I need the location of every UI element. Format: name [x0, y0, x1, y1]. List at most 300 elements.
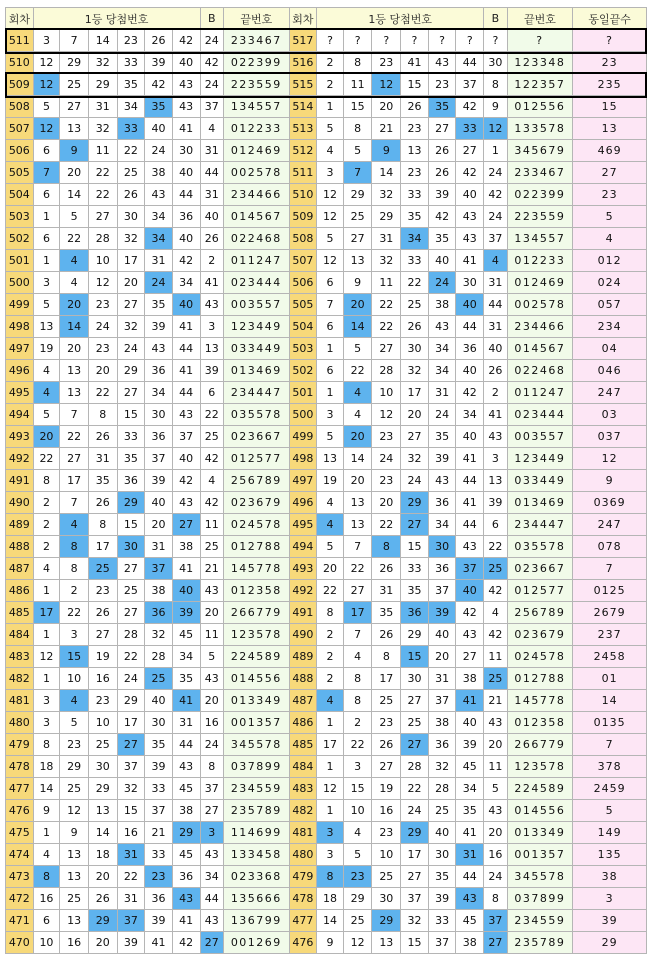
- bonus-left: 39: [200, 360, 224, 382]
- number-right: 2: [317, 646, 344, 668]
- number-right: 43: [428, 470, 456, 492]
- number-right: 42: [456, 382, 484, 404]
- number-right: 24: [372, 448, 401, 470]
- same-tail-digits: 15: [573, 96, 647, 118]
- table-row: [6, 536, 647, 558]
- same-tail-digits: 04: [573, 338, 647, 360]
- number-right: 28: [428, 778, 456, 800]
- same-tail-digits: 135: [573, 844, 647, 866]
- number-left: 6: [33, 910, 60, 932]
- bonus-left: 44: [200, 162, 224, 184]
- round-right: 483: [289, 778, 317, 800]
- number-right: 5: [317, 228, 344, 250]
- tail-digits-left: 134557: [224, 96, 290, 118]
- number-left: 4: [60, 514, 89, 536]
- number-right: 22: [343, 734, 372, 756]
- table-row: [6, 294, 647, 316]
- table-row: [6, 338, 647, 360]
- number-right: 35: [428, 96, 456, 118]
- number-right: 1: [317, 800, 344, 822]
- number-right: 25: [401, 294, 429, 316]
- round-left: 510: [6, 52, 34, 74]
- number-right: 31: [372, 228, 401, 250]
- same-tail-digits: 247: [573, 514, 647, 536]
- number-right: 40: [456, 294, 484, 316]
- tail-digits-left: 001269: [224, 932, 290, 954]
- round-left: 494: [6, 404, 34, 426]
- number-right: 13: [343, 492, 372, 514]
- tail-digits-left: 233467: [224, 30, 290, 52]
- round-right: 503: [289, 338, 317, 360]
- round-right: 491: [289, 602, 317, 624]
- number-right: 30: [401, 668, 429, 690]
- number-right: 20: [428, 646, 456, 668]
- number-right: 39: [456, 734, 484, 756]
- tail-digits-left: 022399: [224, 52, 290, 74]
- number-right: 32: [401, 360, 429, 382]
- number-right: 43: [456, 228, 484, 250]
- bonus-right: 4: [484, 250, 508, 272]
- tail-digits-right: 003557: [507, 426, 573, 448]
- number-right: 44: [456, 866, 484, 888]
- number-left: 32: [88, 118, 117, 140]
- bonus-left: 13: [200, 338, 224, 360]
- round-right: 492: [289, 580, 317, 602]
- number-right: 25: [372, 690, 401, 712]
- same-tail-digits: 5: [573, 206, 647, 228]
- number-right: 43: [456, 888, 484, 910]
- tail-digits-left: 022468: [224, 228, 290, 250]
- bonus-left: 20: [200, 602, 224, 624]
- tail-digits-right: 014567: [507, 338, 573, 360]
- number-left: 3: [33, 690, 60, 712]
- number-right: 44: [456, 316, 484, 338]
- number-right: 41: [456, 492, 484, 514]
- number-right: 32: [372, 184, 401, 206]
- bonus-left: 8: [200, 756, 224, 778]
- same-tail-digits: 149: [573, 822, 647, 844]
- number-left: 36: [145, 360, 173, 382]
- same-tail-digits: 0125: [573, 580, 647, 602]
- tail-digits-left: 013469: [224, 360, 290, 382]
- tail-digits-left: 123578: [224, 624, 290, 646]
- round-left: 500: [6, 272, 34, 294]
- number-left: 33: [117, 118, 145, 140]
- round-left: 485: [6, 602, 34, 624]
- number-left: 29: [60, 52, 89, 74]
- number-left: 33: [145, 778, 173, 800]
- tail-digits-right: 133578: [507, 118, 573, 140]
- number-left: 22: [117, 866, 145, 888]
- number-left: 29: [88, 74, 117, 96]
- round-right: 501: [289, 382, 317, 404]
- bonus-right: 13: [484, 470, 508, 492]
- number-left: 14: [60, 184, 89, 206]
- number-left: 2: [60, 580, 89, 602]
- number-left: 22: [60, 228, 89, 250]
- round-left: 475: [6, 822, 34, 844]
- number-left: 15: [117, 800, 145, 822]
- round-left: 480: [6, 712, 34, 734]
- number-right: 25: [401, 712, 429, 734]
- number-right: 1: [317, 96, 344, 118]
- number-left: 37: [172, 426, 200, 448]
- round-right: 505: [289, 294, 317, 316]
- tail-digits-left: 345578: [224, 734, 290, 756]
- number-left: 6: [33, 140, 60, 162]
- bonus-left: 4: [200, 118, 224, 140]
- number-left: 28: [88, 228, 117, 250]
- number-right: 23: [343, 866, 372, 888]
- number-right: 38: [456, 668, 484, 690]
- number-right: 36: [428, 492, 456, 514]
- table-row: [6, 712, 647, 734]
- tail-digits-left: 013349: [224, 690, 290, 712]
- number-left: 25: [88, 734, 117, 756]
- tail-digits-left: 256789: [224, 470, 290, 492]
- number-right: 35: [401, 206, 429, 228]
- bonus-left: 41: [200, 272, 224, 294]
- number-right: 38: [428, 294, 456, 316]
- number-right: 6: [317, 316, 344, 338]
- number-left: 44: [172, 734, 200, 756]
- number-left: 36: [117, 470, 145, 492]
- number-left: 41: [172, 316, 200, 338]
- bonus-right: 20: [484, 734, 508, 756]
- number-right: 15: [401, 74, 429, 96]
- same-tail-digits: 14: [573, 690, 647, 712]
- round-left: 504: [6, 184, 34, 206]
- number-left: 30: [172, 140, 200, 162]
- bonus-left: 26: [200, 228, 224, 250]
- tail-digits-right: 002578: [507, 294, 573, 316]
- number-right: 20: [317, 558, 344, 580]
- number-left: 35: [145, 96, 173, 118]
- round-left: 508: [6, 96, 34, 118]
- number-right: 12: [317, 778, 344, 800]
- number-right: 30: [428, 536, 456, 558]
- bonus-right: 12: [484, 118, 508, 140]
- round-right: 489: [289, 646, 317, 668]
- number-right: 23: [372, 822, 401, 844]
- tail-digits-right: 224589: [507, 778, 573, 800]
- number-right: 35: [428, 228, 456, 250]
- number-left: 24: [117, 668, 145, 690]
- table-body: [6, 30, 647, 954]
- number-right: 28: [372, 360, 401, 382]
- round-right: 512: [289, 140, 317, 162]
- number-right: 6: [317, 272, 344, 294]
- number-left: 33: [117, 426, 145, 448]
- number-left: 43: [172, 492, 200, 514]
- round-right: 493: [289, 558, 317, 580]
- number-left: 39: [117, 932, 145, 954]
- round-right: 508: [289, 228, 317, 250]
- number-right: 24: [428, 404, 456, 426]
- number-right: 22: [372, 514, 401, 536]
- header-bonus-right: B: [484, 8, 508, 30]
- number-left: 15: [60, 646, 89, 668]
- bonus-left: 16: [200, 712, 224, 734]
- tail-digits-left: 012233: [224, 118, 290, 140]
- number-left: 9: [60, 822, 89, 844]
- number-right: 37: [401, 888, 429, 910]
- number-right: 26: [401, 96, 429, 118]
- round-right: 490: [289, 624, 317, 646]
- number-right: 41: [401, 52, 429, 74]
- table-row: [6, 932, 647, 954]
- number-left: 44: [172, 382, 200, 404]
- round-left: 477: [6, 778, 34, 800]
- number-left: 3: [33, 272, 60, 294]
- number-right: 13: [372, 932, 401, 954]
- number-right: 27: [401, 514, 429, 536]
- tail-digits-left: 224589: [224, 646, 290, 668]
- number-left: 30: [145, 712, 173, 734]
- bonus-right: 2: [484, 382, 508, 404]
- same-tail-digits: 057: [573, 294, 647, 316]
- round-left: 482: [6, 668, 34, 690]
- number-left: 1: [33, 624, 60, 646]
- bonus-left: 42: [200, 52, 224, 74]
- number-right: 5: [317, 426, 344, 448]
- number-left: 42: [172, 30, 200, 52]
- table-row: [6, 888, 647, 910]
- round-left: 503: [6, 206, 34, 228]
- number-right: 15: [343, 96, 372, 118]
- number-right: 24: [401, 800, 429, 822]
- number-left: 42: [172, 932, 200, 954]
- table-row: [6, 756, 647, 778]
- number-left: 39: [145, 756, 173, 778]
- number-right: 29: [343, 184, 372, 206]
- bonus-right: 41: [484, 404, 508, 426]
- number-right: 43: [456, 206, 484, 228]
- number-right: 22: [343, 360, 372, 382]
- number-left: 13: [60, 382, 89, 404]
- number-right: 8: [372, 646, 401, 668]
- bonus-left: 34: [200, 866, 224, 888]
- number-left: 23: [117, 30, 145, 52]
- bonus-right: 3: [484, 448, 508, 470]
- number-right: 1: [317, 756, 344, 778]
- table-row: [6, 162, 647, 184]
- round-left: 490: [6, 492, 34, 514]
- number-left: 25: [117, 162, 145, 184]
- number-left: 38: [145, 162, 173, 184]
- table-row: [6, 800, 647, 822]
- number-left: 42: [172, 470, 200, 492]
- header-numbers-left: 1등 당첨번호: [33, 8, 200, 30]
- number-left: 26: [145, 30, 173, 52]
- number-right: 7: [343, 624, 372, 646]
- table-row: [6, 404, 647, 426]
- number-right: 22: [343, 558, 372, 580]
- table-row: [6, 228, 647, 250]
- number-left: 41: [172, 690, 200, 712]
- number-left: 34: [145, 206, 173, 228]
- tail-digits-left: 223559: [224, 74, 290, 96]
- number-left: 36: [172, 206, 200, 228]
- number-right: 2: [317, 52, 344, 74]
- number-right: 8: [343, 690, 372, 712]
- number-right: 27: [456, 646, 484, 668]
- number-left: 36: [145, 602, 173, 624]
- same-tail-digits: 12: [573, 448, 647, 470]
- tail-digits-right: 123348: [507, 52, 573, 74]
- round-right: 484: [289, 756, 317, 778]
- number-left: 7: [60, 404, 89, 426]
- number-left: 23: [88, 580, 117, 602]
- number-left: 28: [145, 646, 173, 668]
- tail-digits-left: 012577: [224, 448, 290, 470]
- number-left: 25: [117, 580, 145, 602]
- tail-digits-right: 022468: [507, 360, 573, 382]
- number-left: 40: [172, 162, 200, 184]
- bonus-left: 31: [200, 140, 224, 162]
- number-left: 45: [172, 778, 200, 800]
- number-right: 37: [456, 558, 484, 580]
- round-left: 486: [6, 580, 34, 602]
- round-right: 497: [289, 470, 317, 492]
- bonus-right: 31: [484, 316, 508, 338]
- bonus-right: 42: [484, 580, 508, 602]
- bonus-right: 11: [484, 646, 508, 668]
- number-left: 26: [88, 602, 117, 624]
- number-right: 27: [372, 338, 401, 360]
- number-right: 1: [317, 338, 344, 360]
- tail-digits-right: 233467: [507, 162, 573, 184]
- number-left: 20: [88, 866, 117, 888]
- number-right: 23: [372, 52, 401, 74]
- number-right: 25: [372, 866, 401, 888]
- number-right: 31: [372, 580, 401, 602]
- number-right: 35: [456, 800, 484, 822]
- bonus-left: 5: [200, 646, 224, 668]
- number-left: 27: [117, 382, 145, 404]
- tail-digits-left: 037899: [224, 756, 290, 778]
- round-right: 478: [289, 888, 317, 910]
- bonus-left: 43: [200, 910, 224, 932]
- round-right: 513: [289, 118, 317, 140]
- round-right: 498: [289, 448, 317, 470]
- number-left: 31: [88, 448, 117, 470]
- number-left: 39: [145, 52, 173, 74]
- round-left: 509: [6, 74, 34, 96]
- tail-digits-left: 145778: [224, 558, 290, 580]
- number-right: 41: [456, 822, 484, 844]
- table-row: [6, 866, 647, 888]
- number-right: 25: [343, 206, 372, 228]
- same-tail-digits: 237: [573, 624, 647, 646]
- number-left: 20: [88, 932, 117, 954]
- bonus-left: 11: [200, 624, 224, 646]
- lotto-tail-table: [5, 7, 647, 954]
- number-right: 15: [401, 646, 429, 668]
- number-left: 35: [172, 668, 200, 690]
- number-left: 15: [117, 404, 145, 426]
- bonus-right: 25: [484, 668, 508, 690]
- number-right: 3: [317, 822, 344, 844]
- number-right: 5: [317, 536, 344, 558]
- round-left: 479: [6, 734, 34, 756]
- number-left: 20: [145, 514, 173, 536]
- number-left: 31: [145, 536, 173, 558]
- number-left: 35: [117, 74, 145, 96]
- same-tail-digits: 2679: [573, 602, 647, 624]
- number-left: 36: [172, 866, 200, 888]
- bonus-right: 20: [484, 822, 508, 844]
- number-right: 20: [372, 492, 401, 514]
- table-row: [6, 140, 647, 162]
- number-right: 39: [428, 602, 456, 624]
- number-right: 44: [456, 52, 484, 74]
- number-right: 27: [401, 734, 429, 756]
- number-right: 12: [317, 250, 344, 272]
- number-left: 39: [145, 316, 173, 338]
- table-row: [6, 492, 647, 514]
- bonus-left: 20: [200, 690, 224, 712]
- number-right: 12: [343, 932, 372, 954]
- number-left: 37: [117, 756, 145, 778]
- number-right: 2: [317, 74, 344, 96]
- round-right: 499: [289, 426, 317, 448]
- number-left: 31: [172, 712, 200, 734]
- tail-digits-left: 012358: [224, 580, 290, 602]
- number-right: 39: [428, 184, 456, 206]
- round-left: 506: [6, 140, 34, 162]
- round-right: 485: [289, 734, 317, 756]
- bonus-right: 4: [484, 602, 508, 624]
- tail-digits-right: 266779: [507, 734, 573, 756]
- number-left: 8: [33, 734, 60, 756]
- tail-digits-right: 037899: [507, 888, 573, 910]
- number-right: 26: [428, 162, 456, 184]
- bonus-left: 43: [200, 294, 224, 316]
- number-right: 33: [401, 558, 429, 580]
- number-left: 22: [60, 602, 89, 624]
- table-row: [6, 250, 647, 272]
- number-left: 41: [172, 360, 200, 382]
- tail-digits-right: 022399: [507, 184, 573, 206]
- same-tail-digits: 03: [573, 404, 647, 426]
- number-right: 17: [372, 668, 401, 690]
- number-right: 37: [428, 690, 456, 712]
- bonus-right: 1: [484, 140, 508, 162]
- tail-digits-left: 033449: [224, 338, 290, 360]
- table-row: [6, 272, 647, 294]
- number-left: 1: [33, 580, 60, 602]
- number-right: 40: [456, 184, 484, 206]
- number-left: 23: [88, 338, 117, 360]
- number-left: 32: [145, 624, 173, 646]
- tail-digits-right: 134557: [507, 228, 573, 250]
- table-row: [6, 448, 647, 470]
- tail-digits-left: 024578: [224, 514, 290, 536]
- number-right: 40: [456, 580, 484, 602]
- tail-digits-right: 023444: [507, 404, 573, 426]
- number-left: 41: [172, 118, 200, 140]
- bonus-left: 37: [200, 96, 224, 118]
- number-right: 36: [456, 338, 484, 360]
- round-right: 487: [289, 690, 317, 712]
- number-right: 43: [428, 52, 456, 74]
- number-left: 27: [117, 558, 145, 580]
- number-right: 24: [428, 272, 456, 294]
- number-right: 36: [428, 558, 456, 580]
- number-left: 15: [117, 514, 145, 536]
- same-tail-digits: 078: [573, 536, 647, 558]
